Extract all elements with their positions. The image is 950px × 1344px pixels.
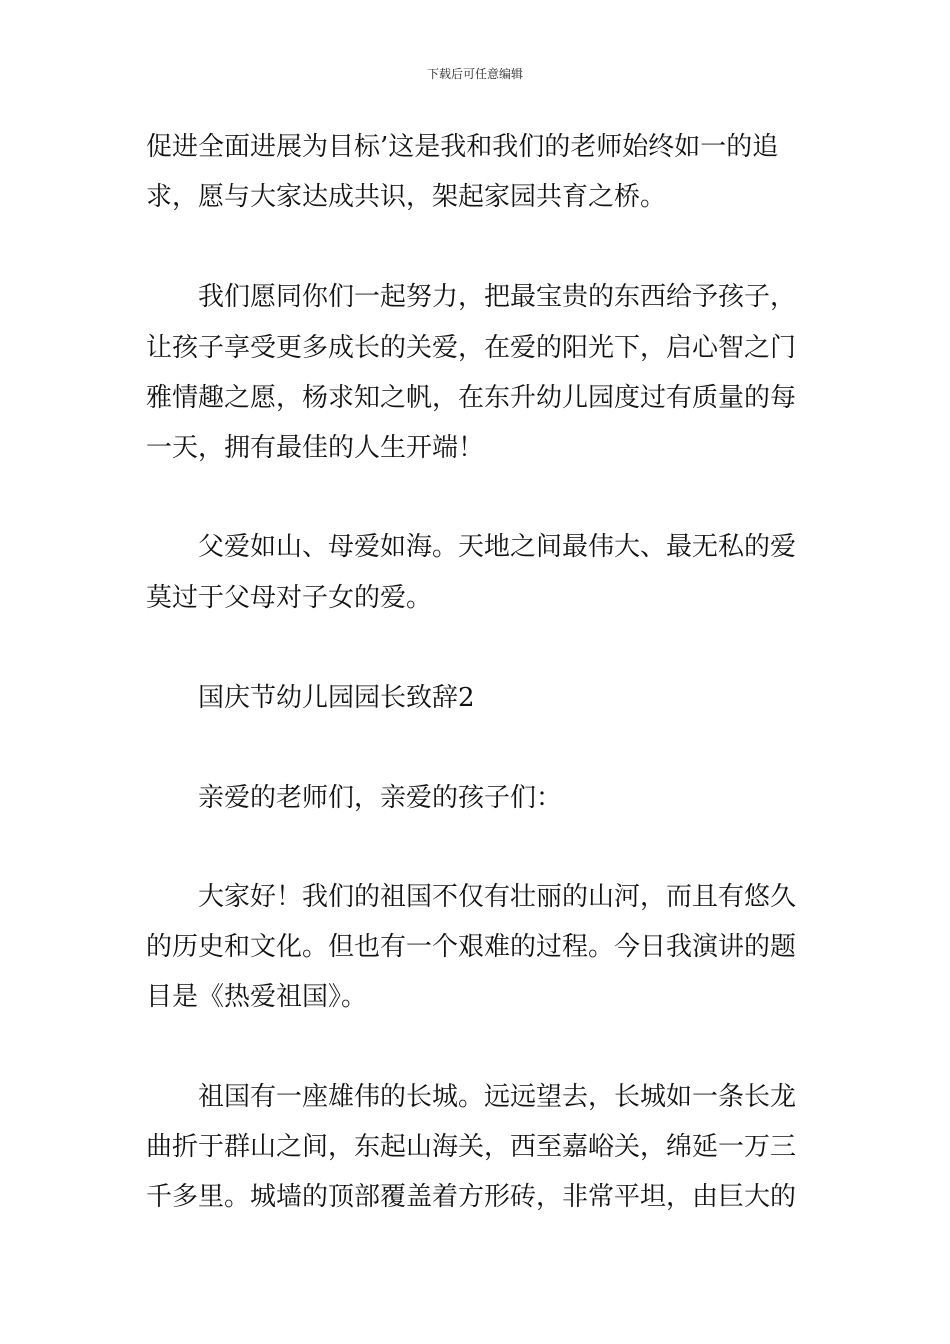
paragraph-line: 促进全面进展为目标’这是我和我们的老师始终如一的追 bbox=[146, 132, 779, 162]
paragraph-line: 一天，拥有最佳的人生开端！ bbox=[146, 433, 485, 463]
paragraph-line: 曲折于群山之间，东起山海关，西至嘉峪关，绵延一万三 bbox=[146, 1132, 797, 1162]
paragraph-line: 我们愿同你们一起努力，把最宝贵的东西给予孩子， bbox=[198, 282, 797, 312]
paragraph-line: 莫过于父母对子女的爱。 bbox=[146, 583, 433, 613]
page-header: 下载后可任意编辑 bbox=[426, 67, 523, 81]
paragraph-line: 祖国有一座雄伟的长城。远远望去，长城如一条长龙 bbox=[198, 1082, 797, 1112]
greeting-line: 亲爱的老师们，亲爱的孩子们： bbox=[198, 783, 563, 813]
section-heading: 国庆节幼儿园园长致辞2 bbox=[198, 683, 475, 713]
paragraph-line: 让孩子享受更多成长的关爱，在爱的阳光下，启心智之门 bbox=[146, 333, 797, 363]
paragraph-line: 目是《热爱祖国》。 bbox=[146, 982, 368, 1012]
paragraph-line: 求，愿与大家达成共识，架起家园共育之桥。 bbox=[146, 182, 667, 212]
paragraph-line: 大家好！我们的祖国不仅有壮丽的山河，而且有悠久 bbox=[198, 882, 797, 912]
paragraph-line: 千多里。城墙的顶部覆盖着方形砖，非常平坦，由巨大的 bbox=[146, 1182, 797, 1212]
paragraph-line: 的历史和文化。但也有一个艰难的过程。今日我演讲的题 bbox=[146, 932, 797, 962]
paragraph-line: 雅情趣之愿，杨求知之帆，在东升幼儿园度过有质量的每 bbox=[146, 383, 797, 413]
paragraph-line: 父爱如山、母爱如海。天地之间最伟大、最无私的爱 bbox=[198, 532, 797, 562]
